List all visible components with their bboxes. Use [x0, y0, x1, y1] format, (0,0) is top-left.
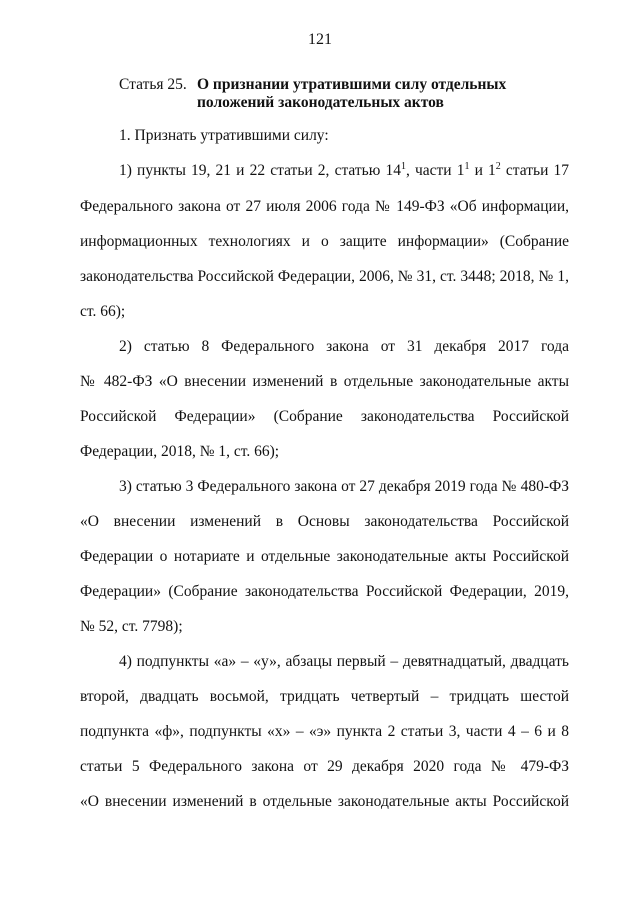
item-2-line-4: Федерации, 2018, № 1, ст. 66); — [80, 443, 280, 460]
item-1-sup-2: 1 — [464, 161, 470, 172]
item-3-line-2: «О внесении изменений в Основы законодательства Российской — [80, 513, 569, 530]
item-4-line-2: второй, двадцать восьмой, тридцать четвертый – тридцать шестой — [80, 688, 569, 705]
item-1-text-b: , части 1 — [405, 162, 465, 179]
article-number: Статья 25. — [119, 76, 187, 93]
item-1-line-4: законодательства Российской Федерации, 2006, № 31, ст. 3448; 2018, № 1, — [80, 268, 569, 285]
item-1-sup-1: 1 — [400, 161, 406, 172]
item-4-line-3: подпункта «ф», подпункты «х» – «э» пункта 2 статьи 3, части 4 – 6 и 8 — [80, 723, 569, 740]
item-2-line-3: Российской Федерации» (Собрание законодательства Российской — [80, 408, 569, 425]
item-1-line-5: ст. 66); — [80, 303, 126, 320]
item-1-text-c: и 1 — [469, 162, 496, 179]
item-1-text-d: статьи 17 — [500, 162, 570, 179]
item-3-line-1: 3) статью 3 Федерального закона от 27 декабря 2019 года № 480-ФЗ — [119, 478, 569, 495]
item-2-line-1: 2) статью 8 Федерального закона от 31 декабря 2017 года — [119, 338, 569, 355]
item-3-line-3: Федерации о нотариате и отдельные законодательные акты Российской — [80, 548, 569, 565]
article-title-line-1: О признании утратившими силу отдельных — [197, 76, 507, 93]
item-4-line-4: статьи 5 Федерального закона от 29 декабря 2020 года № 479-ФЗ — [80, 758, 569, 775]
page-number: 121 — [308, 31, 332, 48]
item-2-line-2: № 482-ФЗ «О внесении изменений в отдельные законодательные акты — [80, 373, 569, 390]
item-1-line-2: Федерального закона от 27 июля 2006 года № 149-ФЗ «Об информации, — [80, 198, 569, 215]
item-1-text-a: 1) пункты 19, 21 и 22 статьи 2, статью 14 — [119, 162, 401, 179]
clause-1: 1. Признать утратившими силу: — [119, 127, 329, 144]
item-4-line-5: «О внесении изменений в отдельные законодательные акты Российской — [80, 793, 569, 810]
item-4-line-1: 4) подпункты «а» – «у», абзацы первый – девятнадцатый, двадцать — [119, 653, 569, 670]
item-3-line-4: Федерации» (Собрание законодательства Российской Федерации, 2019, — [80, 583, 569, 600]
article-title-line-2: положений законодательных актов — [197, 94, 444, 111]
article-title — [197, 76, 547, 112]
item-1-sup-3: 2 — [495, 161, 501, 172]
item-1-line-1 — [119, 162, 569, 180]
item-1-line-3: информационных технологиях и о защите информации» (Собрание — [80, 233, 569, 250]
item-3-line-5: № 52, ст. 7798); — [80, 618, 183, 635]
